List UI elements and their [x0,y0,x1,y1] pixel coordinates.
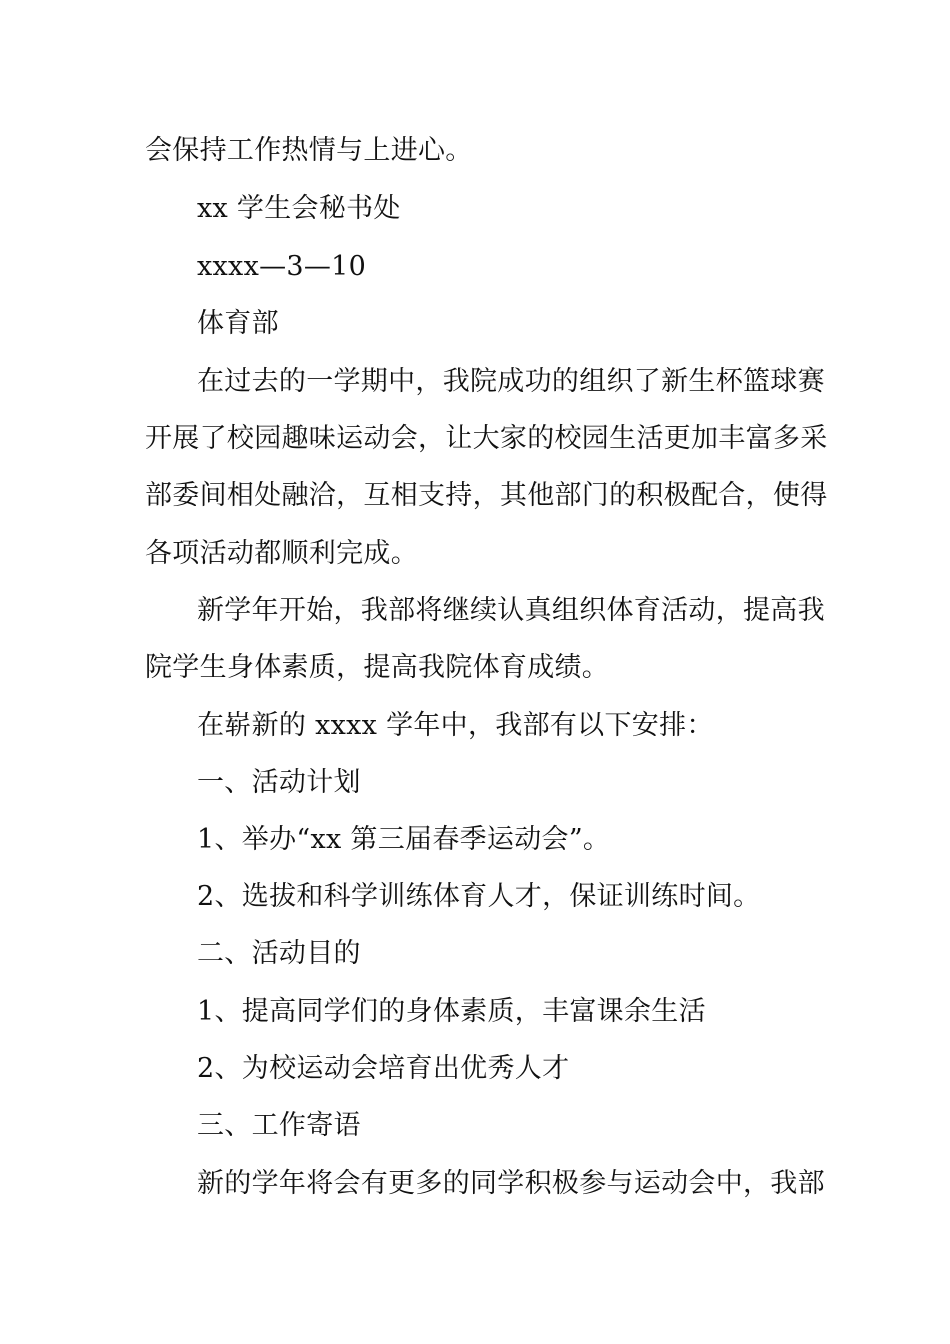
paragraph-line: 各项活动都顺利完成。 [145,538,418,569]
signature-org: xx 学生会秘书处 [197,193,401,224]
list-heading: 三、工作寄语 [197,1110,361,1141]
list-item: 2、选拔和科学训练体育人才，保证训练时间。 [197,881,761,912]
paragraph-line: 开展了校园趣味运动会，让大家的校园生活更加丰富多采 [145,423,828,454]
signature-date: xxxx—3—10 [197,251,367,282]
list-item: 1、提高同学们的身体素质，丰富课余生活 [197,996,706,1027]
paragraph-line: 部委间相处融洽，互相支持，其他部门的积极配合，使得 [145,480,828,511]
paragraph-line: 新学年开始，我部将继续认真组织体育活动，提高我 [197,595,825,626]
list-heading: 一、活动计划 [197,767,361,798]
list-heading: 二、活动目的 [197,938,361,969]
paragraph-line: 院学生身体素质，提高我院体育成绩。 [145,652,610,683]
paragraph-line: 新的学年将会有更多的同学积极参与运动会中，我部 [197,1168,825,1199]
section-heading: 体育部 [197,308,279,339]
list-item: 2、为校运动会培育出优秀人才 [197,1053,570,1084]
paragraph-line: 在崭新的 xxxx 学年中，我部有以下安排： [197,710,714,741]
paragraph-line: 会保持工作热情与上进心。 [145,135,473,166]
list-item: 1、举办“xx 第三届春季运动会”。 [197,824,611,855]
paragraph-line: 在过去的一学期中，我院成功的组织了新生杯篮球赛 [197,366,825,397]
